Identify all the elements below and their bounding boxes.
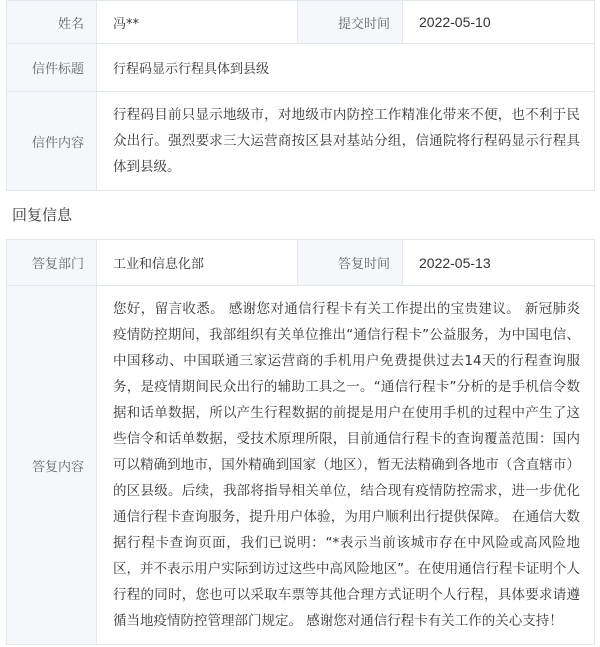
table-row <box>7 286 595 645</box>
reply-department-label: 答复部门 <box>7 240 97 286</box>
letter-content-label: 信件内容 <box>7 92 97 191</box>
reply-section-title: 回复信息 <box>12 206 73 224</box>
name-label: 姓名 <box>7 1 97 44</box>
reply-time-value: 2022-05-13 <box>403 240 595 286</box>
letter-content-value: 行程码目前只显示地级市，对地级市内防控工作精准化带来不便，也不利于民众出行。强烈要求三大运营商按区县对基站分组，信通院将行程码显示行程具体到县级。 <box>97 92 595 191</box>
letter-title-value: 行程码显示行程具体到县级 <box>97 44 595 92</box>
submit-time-value: 2022-05-10 <box>403 1 595 44</box>
table-row <box>7 44 595 92</box>
reply-time-label: 答复时间 <box>298 240 403 286</box>
table-row <box>7 1 595 44</box>
letter-title-label: 信件标题 <box>7 44 97 92</box>
reply-info-table <box>6 239 595 645</box>
reply-content-label: 答复内容 <box>7 286 97 645</box>
reply-department-value: 工业和信息化部 <box>97 240 298 286</box>
table-row <box>7 92 595 191</box>
letter-info-table <box>6 0 595 191</box>
table-row <box>7 240 595 286</box>
submit-time-label: 提交时间 <box>298 1 403 44</box>
reply-content-value: 您好，留言收悉。 感谢您对通信行程卡有关工作提出的宝贵建议。 新冠肺炎疫情防控期间，我部组织有关单位推出“通信行程卡”公益服务，为中国电信、中国移动、中国联通三家运营商的手机用户免费提供过去14天的行程查询服务，是疫情期间民众出行的辅助工具之一。“通信行程卡”分析的是手机信令数据和话单数据，所以产生行程数据的前提是用户在使用手机的过程中产生了这些信令和话单数据，受技术原理所限，目前通信行程卡的查询覆盖范围：国内可以精确到地市，国外精确到国家（地区），暂无法精确到各地市（含直辖市）的区县级。后续，我部将指导相关单位，结合现有疫情防控需求，进一步优化通信行程卡查询服务，提升用户体验，为用户顺利出行提供保障。 在通信大数据行程卡查询页面，我们已说明：“*表示当前该城市存在中风险或高风险地区，并不表示用户实际到访过这些中高风险地区”。在使用通信行程卡证明个人行程的同时，您也可以采取车票等其他合理方式证明个人行程，具体要求请遵循当地疫情防控管理部门规定。 感谢您对通信行程卡有关工作的关心支持！ <box>97 286 595 645</box>
name-value: 冯** <box>97 1 298 44</box>
